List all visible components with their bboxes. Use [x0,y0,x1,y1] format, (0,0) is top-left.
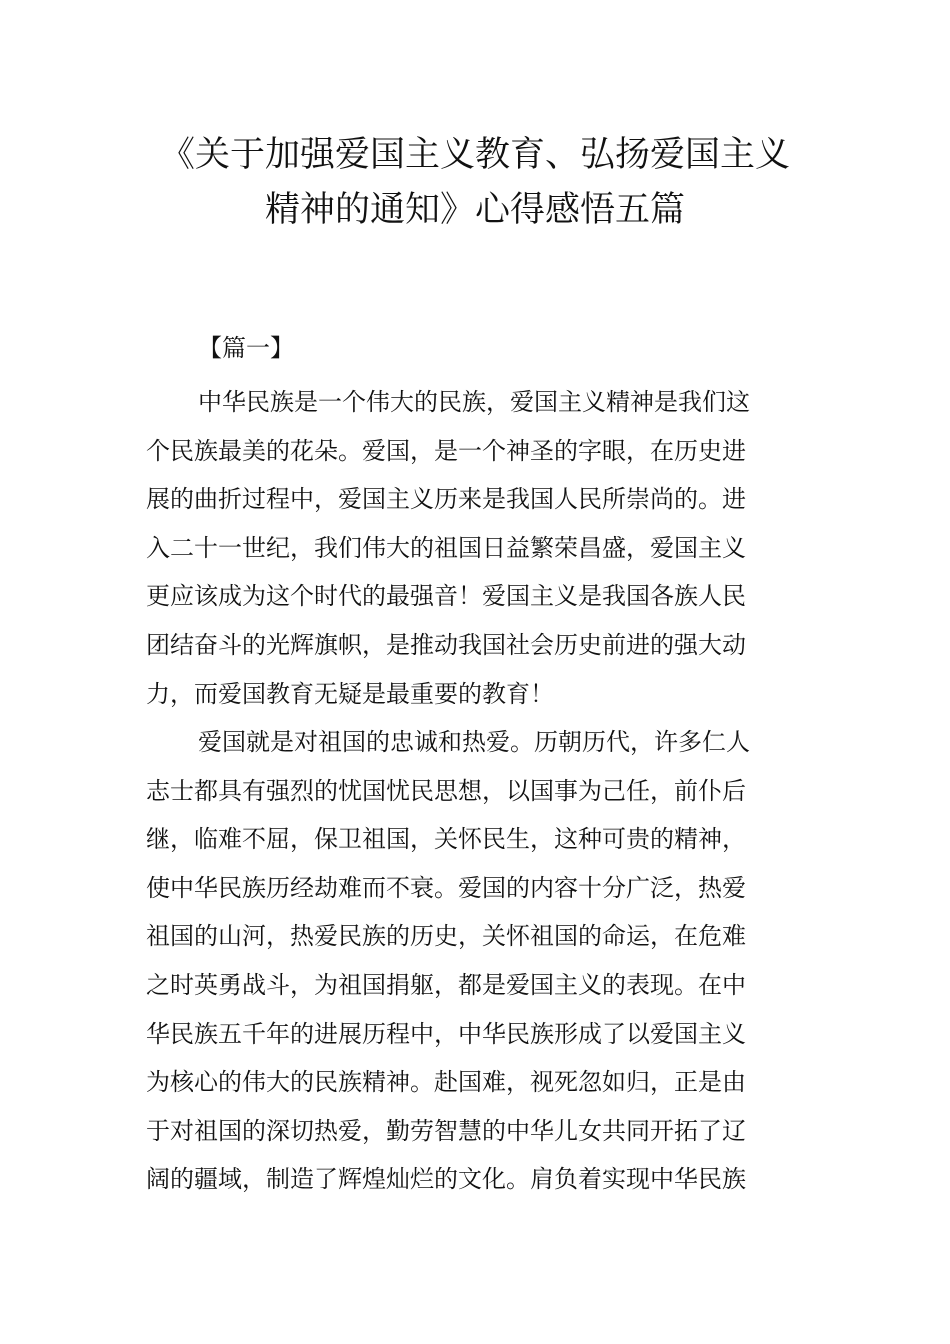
title-line: 《关于加强爱国主义教育、弘扬爱国主义 [159,135,790,175]
text-line: 中华民族是一个伟大的民族，爱国主义精神是我们这 [198,388,750,416]
document-title [120,128,830,238]
text-line: 力，而爱国教育无疑是最重要的教育！ [146,679,554,708]
text-line: 入二十一世纪，我们伟大的祖国日益繁荣昌盛，爱国主义 [146,533,746,562]
text-line: 使中华民族历经劫难而不衰。爱国的内容十分广泛，热爱 [146,873,746,902]
section-label: 【篇一】 [198,334,294,362]
text-line: 之时英勇战斗，为祖国捐躯，都是爱国主义的表现。在中 [146,970,746,999]
paragraph-2 [146,718,826,1204]
text-line: 为核心的伟大的民族精神。赴国难，视死忽如归，正是由 [146,1068,746,1097]
text-line: 更应该成为这个时代的最强音！爱国主义是我国各族人民 [146,582,746,611]
text-line: 志士都具有强烈的忧国忧民思想，以国事为己任，前仆后 [146,776,746,805]
text-line: 祖国的山河，热爱民族的历史，关怀祖国的命运，在危难 [146,922,746,951]
text-line: 团结奋斗的光辉旗帜，是推动我国社会历史前进的强大动 [146,630,746,659]
paragraph-1 [146,378,826,718]
text-line: 于对祖国的深切热爱，勤劳智慧的中华儿女共同开拓了辽 [146,1116,746,1145]
text-line: 继，临难不屈，保卫祖国，关怀民生，这种可贵的精神， [146,825,746,854]
title-line: 精神的通知》心得感悟五篇 [264,190,685,230]
text-line: 爱国就是对祖国的忠诚和热爱。历朝历代，许多仁人 [198,728,750,756]
text-line: 华民族五千年的进展历程中，中华民族形成了以爱国主义 [146,1019,746,1048]
text-line: 展的曲折过程中，爱国主义历来是我国人民所崇尚的。进 [146,485,746,514]
text-line: 个民族最美的花朵。爱国，是一个神圣的字眼，在历史进 [146,436,746,465]
text-line: 阔的疆域，制造了辉煌灿烂的文化。肩负着实现中华民族 [146,1165,746,1194]
